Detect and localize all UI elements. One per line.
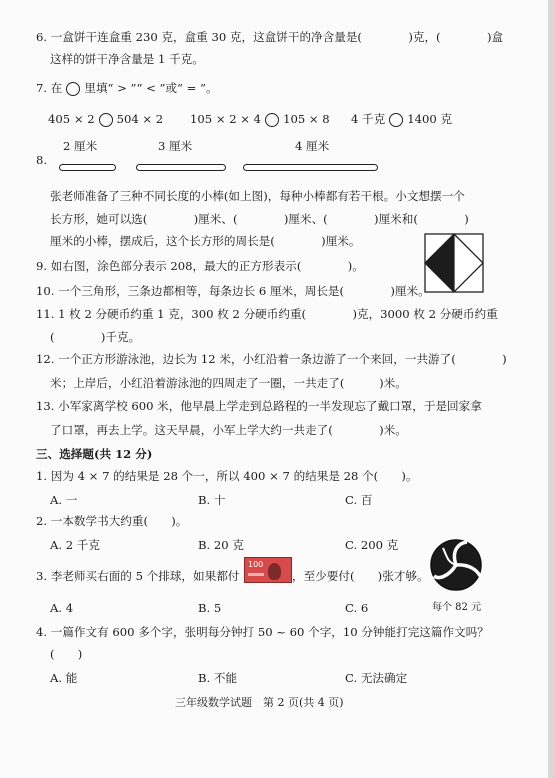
- stick-3cm: [136, 164, 226, 171]
- q7-item-3: [351, 112, 452, 127]
- q8-number: 8.: [36, 153, 48, 167]
- choice-q3-option-c: C. 6: [345, 601, 369, 615]
- compare-circle-icon[interactable]: [99, 113, 113, 127]
- q12-line2: 米；上岸后，小红沿着游泳池的四周走了一圈，一共走了( )米。: [50, 376, 407, 390]
- choice-q2-option-b: B. 20 克: [198, 538, 244, 552]
- q8-line1: 张老师准备了三种不同长度的小棒(如上图)，每种小棒都有若干根。小文想摆一个: [50, 189, 465, 203]
- choice-q3-prefix: 3. 李老师买右面的 5 个排球，如果都付: [36, 569, 240, 583]
- stick-label-3cm: 3 厘米: [158, 139, 193, 153]
- q8-line2: 长方形，她可以选( )厘米、( )厘米、( )厘米和( ): [50, 212, 469, 226]
- q7-item-2: [190, 112, 330, 127]
- q7-item-1: [48, 112, 163, 127]
- q10: 10. 一个三角形，三条边都相等，每条边长 6 厘米，周长是( )厘米。: [36, 284, 430, 298]
- q7-item-3-left: 4 千克: [351, 112, 386, 126]
- q7-suffix: 里填“ > ”“ < ”或“ = ”。: [84, 81, 218, 95]
- choice-q4-option-a: A. 能: [50, 671, 78, 685]
- compare-circle-icon: [66, 82, 80, 96]
- q7-item-2-left: 105 × 2 × 4: [190, 112, 262, 126]
- banknote-stripe: [248, 573, 264, 576]
- choice-q2-option-c: C. 200 克: [345, 538, 399, 552]
- choice-q4-line2: ( ): [50, 647, 83, 661]
- q9: 9. 如右图，涂色部分表示 208，最大的正方形表示( )。: [36, 259, 364, 273]
- banknote-value: 100: [248, 560, 264, 569]
- compare-circle-icon[interactable]: [389, 113, 403, 127]
- q11-line2: ( )千克。: [50, 330, 141, 344]
- choice-q1-option-b: B. 十: [198, 493, 226, 507]
- choice-q2: 2. 一本数学书大约重( )。: [36, 514, 188, 528]
- q7-item-3-right: 1400 克: [407, 112, 453, 126]
- banknote-100-icon: [244, 557, 292, 583]
- stick-2cm: [59, 164, 116, 171]
- compare-circle-icon[interactable]: [265, 113, 279, 127]
- stick-label-2cm: 2 厘米: [63, 139, 98, 153]
- q7-item-1-left: 405 × 2: [48, 112, 95, 126]
- choice-q3-option-a: A. 4: [50, 601, 74, 615]
- volleyball-icon: [429, 538, 483, 592]
- q7-item-2-right: 105 × 8: [283, 112, 330, 126]
- choice-q1-option-c: C. 百: [345, 493, 373, 507]
- q12-line1: 12. 一个正方形游泳池，边长为 12 米，小红沿着一条边游了一个来回，一共游了( ): [36, 352, 507, 366]
- q13-line2: 了口罩，再去上学。这天早晨，小军上学大约一共走了( )米。: [50, 423, 407, 437]
- choice-q1-option-a: A. 一: [50, 493, 78, 507]
- q8-line3: 厘米的小棒，摆成后，这个长方形的周长是( )厘米。: [50, 234, 361, 248]
- choice-q4-line1: 4. 一篇作文有 600 多个字，张明每分钟打 50 ~ 60 个字，10 分钟能打完这篇作文吗？: [36, 625, 489, 639]
- q13-line1: 13. 小军家离学校 600 米，他早晨上学走到总路程的一半发现忘了戴口罩，于是回家拿: [36, 399, 482, 413]
- q6-line2: 这样的饼干净含量是 1 千克。: [50, 52, 204, 66]
- choice-q3-option-b: B. 5: [198, 601, 222, 615]
- choice-q2-option-a: A. 2 千克: [50, 538, 100, 552]
- q7-instruction: [36, 81, 218, 96]
- banknote-portrait: [268, 563, 281, 580]
- q11-line1: 11. 1 枚 2 分硬币约重 1 克，300 枚 2 分硬币约重( )克，3000 枚 2 分硬币约重: [36, 307, 498, 321]
- section3-title: 三、选择题(共 12 分): [36, 447, 153, 461]
- choice-q4-option-b: B. 不能: [198, 671, 238, 685]
- shaded-square-figure: [424, 233, 484, 293]
- stick-label-4cm: 4 厘米: [295, 139, 330, 153]
- choice-q3-suffix: ，至少要付( )张才够。: [292, 569, 429, 583]
- choice-q4-option-c: C. 无法确定: [345, 671, 408, 685]
- price-label: 每个 82 元: [432, 602, 482, 613]
- page-footer: 三年级数学试题 第 2 页(共 4 页): [175, 696, 344, 709]
- q6-line1: 6. 一盒饼干连盒重 230 克，盒重 30 克，这盒饼干的净含量是( )克，( )盒: [36, 30, 504, 44]
- q7-prefix: 7. 在: [36, 81, 63, 95]
- choice-q1: 1. 因为 4 × 7 的结果是 28 个一，所以 400 × 7 的结果是 28 个( )。: [36, 469, 418, 483]
- q7-item-1-right: 504 × 2: [116, 112, 164, 126]
- stick-4cm: [243, 164, 378, 171]
